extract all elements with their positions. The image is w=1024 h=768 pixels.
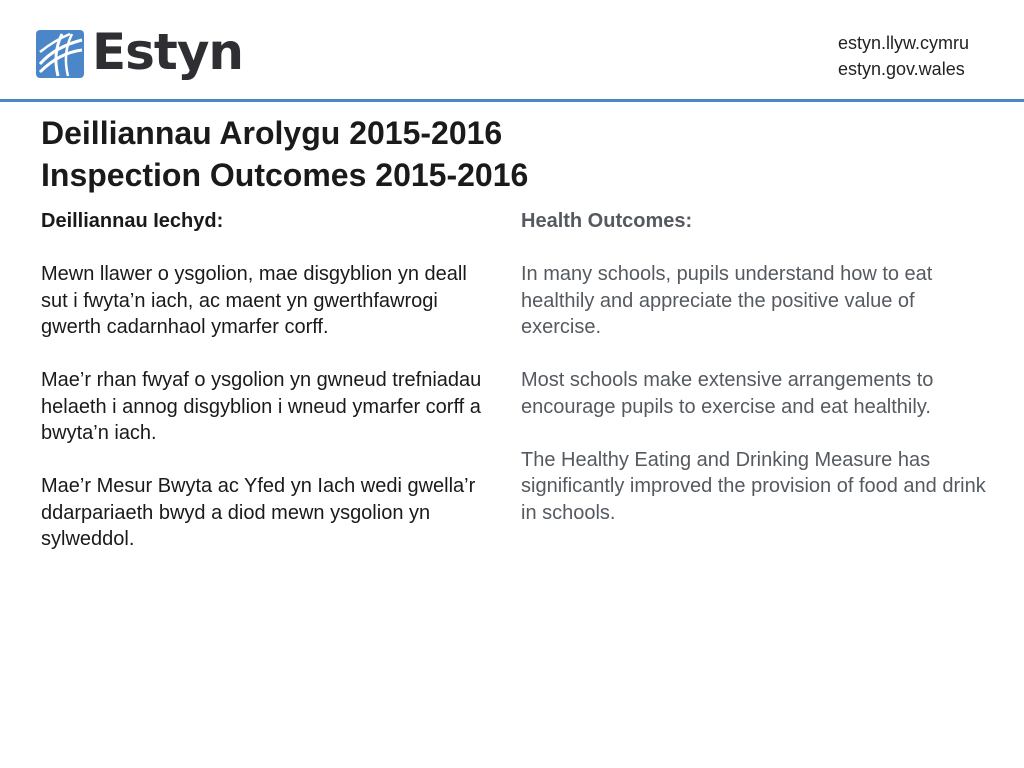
header xyxy=(0,0,1024,100)
page-title xyxy=(41,112,528,196)
welsh-paragraph: Mewn llawer o ysgolion, mae disgyblion yn deall sut i fwyta’n iach, ac maent yn gwerthfawrogi gwerth cadarnhaol ymarfer corff. xyxy=(41,263,467,338)
welsh-heading: Deilliannau Iechyd: xyxy=(41,210,224,232)
logo-wordmark: Estyn xyxy=(92,23,244,81)
title-english: Inspection Outcomes 2015-2016 xyxy=(41,157,529,193)
link-welsh-site[interactable]: estyn.llyw.cymru xyxy=(837,33,969,53)
english-paragraph: In many schools, pupils understand how to eat healthily and appreciate the positive value of exercise. xyxy=(521,263,933,338)
link-english-site[interactable]: estyn.gov.wales xyxy=(837,59,965,79)
site-links xyxy=(838,30,969,82)
english-column xyxy=(521,208,991,553)
estyn-logo[interactable] xyxy=(36,22,243,86)
title-welsh: Deilliannau Arolygu 2015-2016 xyxy=(41,115,503,151)
english-heading: Health Outcomes: xyxy=(521,210,693,232)
welsh-paragraph: Mae’r Mesur Bwyta ac Yfed yn Iach wedi gwella’r ddarpariaeth bwyd a diod mewn ysgolion yn sylweddol. xyxy=(41,475,476,550)
header-divider xyxy=(0,99,1024,102)
welsh-paragraph: Mae’r rhan fwyaf o ysgolion yn gwneud trefniadau helaeth i annog disgyblion i wneud ymarfer corff a bwyta’n iach. xyxy=(41,369,482,444)
english-paragraph: Most schools make extensive arrangements to encourage pupils to exercise and eat healthily. xyxy=(521,369,934,418)
estyn-logo-icon xyxy=(36,30,84,78)
welsh-column xyxy=(41,208,491,579)
english-paragraph: The Healthy Eating and Drinking Measure has significantly improved the provision of food and drink in schools. xyxy=(521,448,986,524)
